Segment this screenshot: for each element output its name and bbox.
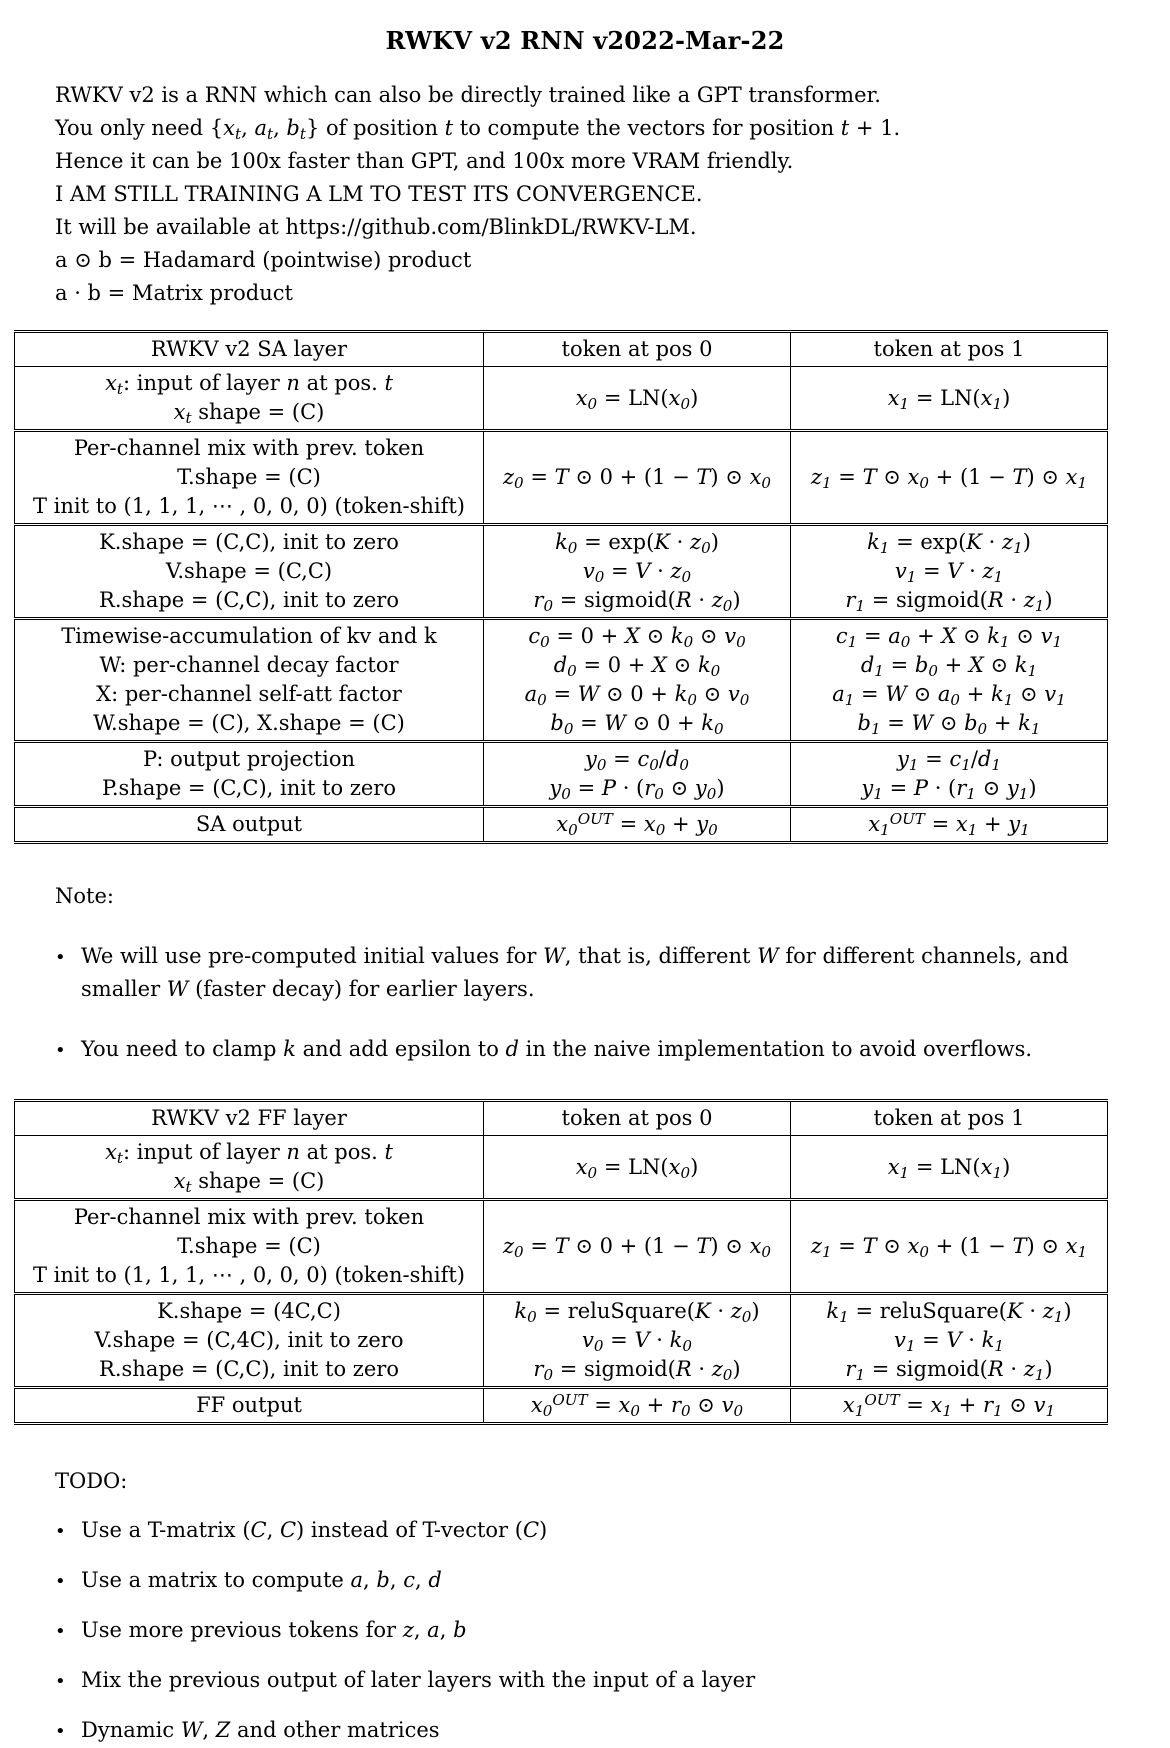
desc-cell bbox=[15, 1136, 484, 1200]
desc-cell bbox=[15, 807, 484, 843]
todo-bullet bbox=[55, 1614, 1140, 1648]
formula-line: $k_0$ = reluSquare(K · $z_0$) bbox=[514, 1299, 760, 1326]
bullet-icon bbox=[55, 1614, 81, 1648]
formula-line: $v_1 = V \cdot k_1$ bbox=[893, 1328, 1004, 1355]
table-row bbox=[15, 742, 1108, 807]
formula-line: $x_0^{OUT} = x_0 + r_0$ ⊙ $v_0$ bbox=[530, 1391, 744, 1420]
desc-line: P.shape = (C,C), init to zero bbox=[102, 776, 396, 800]
table-row bbox=[15, 367, 1108, 431]
todo-bullet bbox=[55, 1664, 1140, 1698]
bullet-icon bbox=[55, 1033, 81, 1067]
note-heading: Note: bbox=[55, 884, 114, 908]
bullet-icon bbox=[55, 940, 81, 1006]
formula-line: $y_0 = P \cdot (r_0$ ⊙ $y_0$) bbox=[549, 776, 725, 803]
formula-line: $z_0 = T$ ⊙ 0 + (1 − T) ⊙ $x_0$ bbox=[502, 1234, 772, 1261]
intro-line: I AM STILL TRAINING A LM TO TEST ITS CONVERGENCE. bbox=[55, 182, 703, 206]
desc-cell bbox=[15, 525, 484, 619]
desc-cell bbox=[15, 1200, 484, 1294]
formula-line: $c_1 = a_0 + X$ ⊙ $k_1$ ⊙ $v_1$ bbox=[835, 624, 1063, 651]
pos1-cell bbox=[791, 807, 1108, 843]
desc-cell bbox=[15, 619, 484, 742]
table-row bbox=[15, 1388, 1108, 1424]
pos1-cell bbox=[791, 431, 1108, 525]
bullet-icon bbox=[55, 1714, 81, 1748]
pos0-cell bbox=[484, 367, 791, 431]
table-row bbox=[15, 1294, 1108, 1388]
desc-line: T.shape = (C) bbox=[177, 1234, 321, 1258]
formula-line: $k_1$ = reluSquare(K · $z_1$) bbox=[826, 1299, 1072, 1326]
formula-line: $a_0 = W$ ⊙ $0 + k_0$ ⊙ $v_0$ bbox=[524, 682, 750, 709]
todo-bullet-list bbox=[55, 1514, 1140, 1748]
desc-line: FF output bbox=[196, 1393, 302, 1417]
intro-paragraph bbox=[55, 79, 1130, 310]
formula-line: $z_1 = T$ ⊙ $x_0 + (1 - T)$ ⊙ $x_1$ bbox=[810, 465, 1088, 492]
note-bullet bbox=[55, 940, 1140, 1006]
desc-line: T.shape = (C) bbox=[177, 465, 321, 489]
formula-line: $r_0$ = sigmoid(R · $z_0$) bbox=[533, 588, 741, 615]
desc-line: X: per-channel self-att factor bbox=[96, 682, 402, 706]
formula-line: $v_0 = V \cdot k_0$ bbox=[581, 1328, 692, 1355]
desc-line: Timewise-accumulation of kv and k bbox=[61, 624, 437, 648]
desc-line: K.shape = (C,C), init to zero bbox=[99, 530, 399, 554]
formula-line: $x_0^{OUT} = x_0 + y_0$ bbox=[556, 810, 718, 839]
desc-line: R.shape = (C,C), init to zero bbox=[99, 588, 399, 612]
todo-bullet-text: Mix the previous output of later layers with the input of a layer bbox=[81, 1668, 756, 1692]
formula-line: $d_0 = 0 + X$ ⊙ $k_0$ bbox=[553, 653, 721, 680]
desc-line: V.shape = (C,C) bbox=[165, 559, 333, 583]
desc-line: $x_t$ shape = (C) bbox=[173, 400, 325, 427]
table-header-cell: RWKV v2 SA layer bbox=[15, 332, 484, 367]
formula-line: $y_0 = c_0/d_0$ bbox=[585, 747, 689, 774]
bullet-icon bbox=[55, 1514, 81, 1548]
desc-cell bbox=[15, 431, 484, 525]
table-header-cell: token at pos 1 bbox=[791, 1101, 1108, 1136]
ff-layer-table bbox=[14, 1099, 1108, 1425]
pos1-cell bbox=[791, 367, 1108, 431]
intro-line-url: It will be available at https://github.com/BlinkDL/RWKV-LM. bbox=[55, 215, 697, 239]
formula-line: $k_1 = \exp(K \cdot z_1)$ bbox=[867, 530, 1031, 557]
intro-line: a · b = Matrix product bbox=[55, 281, 293, 305]
formula-line: $z_0 = T$ ⊙ 0 + (1 − T) ⊙ $x_0$ bbox=[502, 465, 772, 492]
intro-line: a ⊙ b = Hadamard (pointwise) product bbox=[55, 248, 472, 272]
todo-bullet-text: Use a matrix to compute a, b, c, d bbox=[81, 1568, 442, 1592]
pos0-cell bbox=[484, 1136, 791, 1200]
note-bullet-text: You need to clamp k and add epsilon to d in the naive implementation to avoid overflows. bbox=[81, 1037, 1033, 1061]
pos1-cell bbox=[791, 742, 1108, 807]
formula-line: $k_0 = \exp(K \cdot z_0)$ bbox=[555, 530, 719, 557]
formula-line: $r_0$ = sigmoid(R · $z_0$) bbox=[533, 1357, 741, 1384]
intro-line: You only need {$x_t$, $a_t$, $b_t$} of position t to compute the vectors for position t + 1. bbox=[55, 116, 901, 143]
formula-line: $x_1^{OUT} = x_1 + y_1$ bbox=[868, 810, 1030, 839]
note-bullet-text: We will use pre-computed initial values for W, that is, different W for different channels, and smaller W (faster decay) for earlier layers. bbox=[81, 944, 1069, 1001]
table-row bbox=[15, 807, 1108, 843]
formula-line: $y_1 = P \cdot (r_1$ ⊙ $y_1$) bbox=[861, 776, 1037, 803]
formula-line: $d_1 = b_0 + X$ ⊙ $k_1$ bbox=[860, 653, 1038, 680]
note-bullet bbox=[55, 1033, 1140, 1067]
pos1-cell bbox=[791, 1294, 1108, 1388]
table-header-cell: RWKV v2 FF layer bbox=[15, 1101, 484, 1136]
todo-heading: TODO: bbox=[55, 1469, 128, 1493]
table-row bbox=[15, 619, 1108, 742]
formula-line: $b_1 = W$ ⊙ $b_0 + k_1$ bbox=[857, 711, 1041, 738]
formula-line: $v_1 = V \cdot z_1$ bbox=[894, 559, 1004, 586]
pos0-cell bbox=[484, 742, 791, 807]
formula-line: $x_1 = LN(x_1)$ bbox=[887, 385, 1011, 413]
desc-line: T init to (1, 1, 1, ⋯ , 0, 0, 0) (token-shift) bbox=[33, 494, 465, 518]
pos0-cell bbox=[484, 525, 791, 619]
table-row bbox=[15, 431, 1108, 525]
desc-cell bbox=[15, 367, 484, 431]
desc-line: $x_t$: input of layer n at pos. t bbox=[105, 371, 393, 398]
note-bullet-list bbox=[55, 940, 1140, 1067]
desc-cell bbox=[15, 742, 484, 807]
table-header-cell: token at pos 1 bbox=[791, 332, 1108, 367]
table-row bbox=[15, 1200, 1108, 1294]
sa-layer-table bbox=[14, 330, 1108, 844]
intro-line: Hence it can be 100x faster than GPT, and 100x more VRAM friendly. bbox=[55, 149, 794, 173]
pos0-cell bbox=[484, 1200, 791, 1294]
formula-line: $r_1$ = sigmoid(R · $z_1$) bbox=[845, 1357, 1053, 1384]
pos1-cell bbox=[791, 1200, 1108, 1294]
page-title: RWKV v2 RNN v2022-Mar-22 bbox=[385, 26, 785, 55]
formula-line: $r_1$ = sigmoid(R · $z_1$) bbox=[845, 588, 1053, 615]
formula-line: $v_0 = V \cdot z_0$ bbox=[582, 559, 692, 586]
pos0-cell bbox=[484, 619, 791, 742]
todo-bullet bbox=[55, 1714, 1140, 1748]
table-header-row bbox=[15, 332, 1108, 367]
pos0-cell bbox=[484, 807, 791, 843]
table-header-cell: token at pos 0 bbox=[484, 1101, 791, 1136]
desc-line: K.shape = (4C,C) bbox=[157, 1299, 341, 1323]
pos1-cell bbox=[791, 1388, 1108, 1424]
desc-line: $x_t$: input of layer n at pos. t bbox=[105, 1140, 393, 1167]
todo-bullet-text: Dynamic W, Z and other matrices bbox=[81, 1718, 440, 1742]
document-page bbox=[0, 26, 1170, 1742]
formula-line: $x_0 = LN(x_0)$ bbox=[575, 385, 699, 413]
desc-line: R.shape = (C,C), init to zero bbox=[99, 1357, 399, 1381]
desc-line: W.shape = (C), X.shape = (C) bbox=[93, 711, 405, 735]
desc-line: Per-channel mix with prev. token bbox=[73, 1205, 425, 1229]
desc-line: W: per-channel decay factor bbox=[99, 653, 399, 677]
formula-line: $x_0 = LN(x_0)$ bbox=[575, 1154, 699, 1182]
formula-line: $c_0 = 0 + X$ ⊙ $k_0$ ⊙ $v_0$ bbox=[528, 624, 746, 651]
desc-cell bbox=[15, 1388, 484, 1424]
pos0-cell bbox=[484, 431, 791, 525]
formula-line: $x_1 = LN(x_1)$ bbox=[887, 1154, 1011, 1182]
pos1-cell bbox=[791, 525, 1108, 619]
formula-line: $a_1 = W$ ⊙ $a_0 + k_1$ ⊙ $v_1$ bbox=[832, 682, 1066, 709]
desc-line: V.shape = (C,4C), init to zero bbox=[94, 1328, 404, 1352]
table-header-cell: token at pos 0 bbox=[484, 332, 791, 367]
desc-line: P: output projection bbox=[143, 747, 355, 771]
table-header-row bbox=[15, 1101, 1108, 1136]
table-row bbox=[15, 1136, 1108, 1200]
pos0-cell bbox=[484, 1294, 791, 1388]
bullet-icon bbox=[55, 1564, 81, 1598]
desc-line: Per-channel mix with prev. token bbox=[73, 436, 425, 460]
formula-line: $y_1 = c_1/d_1$ bbox=[897, 747, 1001, 774]
bullet-icon bbox=[55, 1664, 81, 1698]
todo-bullet-text: Use a T-matrix (C, C) instead of T-vector (C) bbox=[81, 1518, 548, 1542]
pos0-cell bbox=[484, 1388, 791, 1424]
formula-line: $b_0 = W$ ⊙ $0 + k_0$ bbox=[550, 711, 724, 738]
todo-bullet bbox=[55, 1514, 1140, 1548]
desc-line: T init to (1, 1, 1, ⋯ , 0, 0, 0) (token-shift) bbox=[33, 1263, 465, 1287]
desc-line: SA output bbox=[195, 812, 303, 836]
todo-bullet bbox=[55, 1564, 1140, 1598]
intro-line: RWKV v2 is a RNN which can also be directly trained like a GPT transformer. bbox=[55, 83, 881, 107]
formula-line: $z_1 = T$ ⊙ $x_0 + (1 - T)$ ⊙ $x_1$ bbox=[810, 1234, 1088, 1261]
todo-bullet-text: Use more previous tokens for z, a, b bbox=[81, 1618, 467, 1642]
desc-cell bbox=[15, 1294, 484, 1388]
table-row bbox=[15, 525, 1108, 619]
formula-line: $x_1^{OUT} = x_1 + r_1$ ⊙ $v_1$ bbox=[842, 1391, 1056, 1420]
pos1-cell bbox=[791, 619, 1108, 742]
desc-line: $x_t$ shape = (C) bbox=[173, 1169, 325, 1196]
pos1-cell bbox=[791, 1136, 1108, 1200]
